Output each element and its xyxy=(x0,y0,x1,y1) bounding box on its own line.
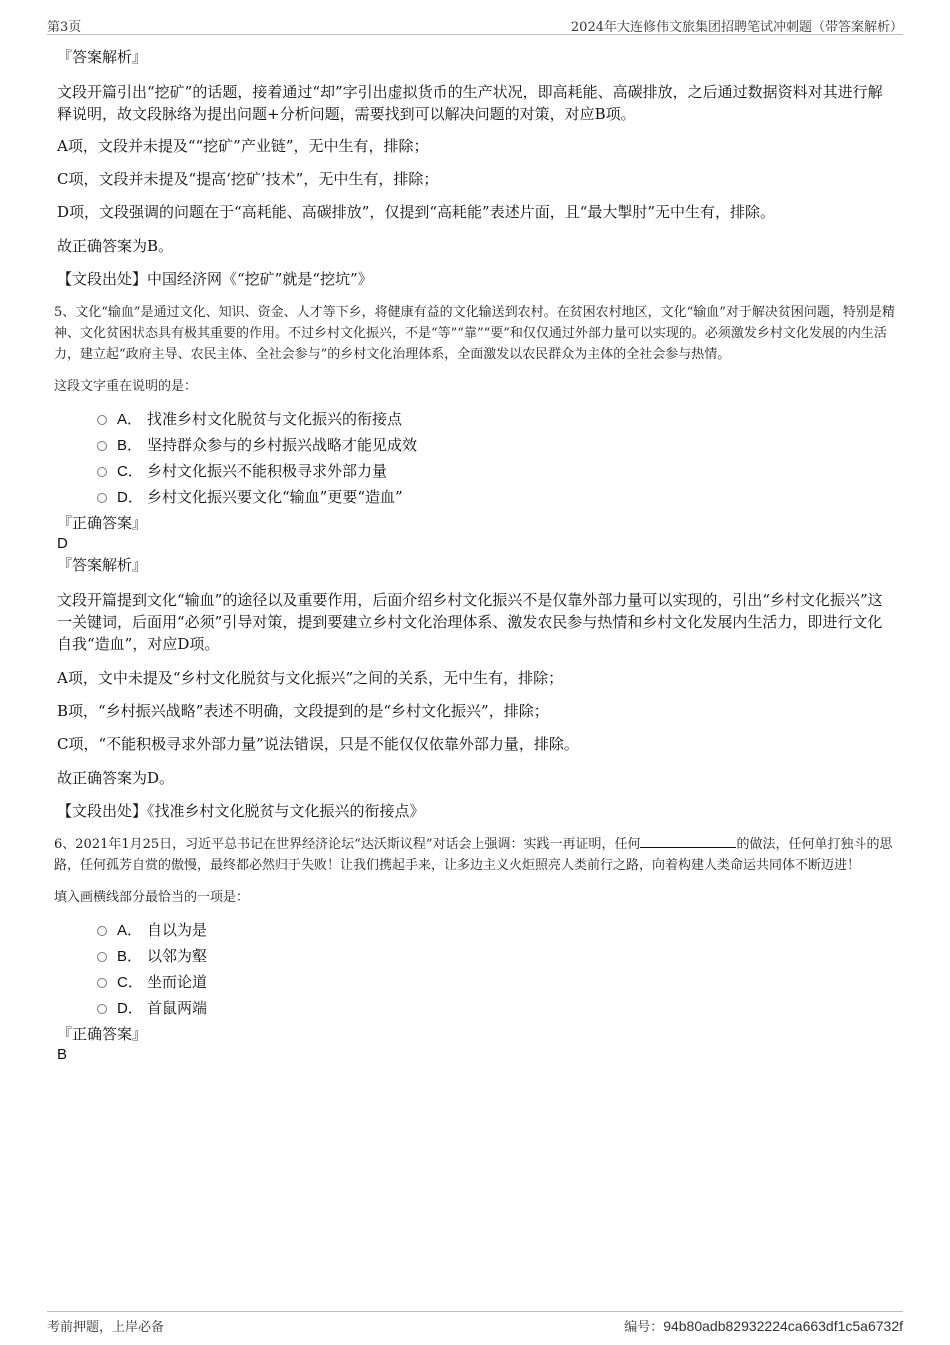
q5-analysis-b: B项，“乡村振兴战略”表述不明确，文段提到的是“乡村文化振兴”，排除； xyxy=(57,702,549,720)
radio-icon[interactable] xyxy=(97,467,107,477)
q5-answer-label: 『正确答案』 xyxy=(57,514,148,532)
radio-icon[interactable] xyxy=(97,1004,107,1014)
q5-analysis: 文段开篇提到文化“输血”的途径以及重要作用，后面介绍乡村文化振兴不是仅靠外部力量可以实现的，引出“乡村文化振兴”这一关键词，后面用“必须”引导对策，提到要建立乡村文化治理体系、激发农民参与热情和乡村文化发展内生活力，即进行文化自我“造血”，对应D项。 xyxy=(57,591,883,653)
q5-answer: D xyxy=(57,535,68,552)
q6-option-b[interactable]: B． 以邻为壑 xyxy=(97,943,897,969)
q6-option-d[interactable]: D． 首鼠两端 xyxy=(97,995,897,1021)
radio-icon[interactable] xyxy=(97,493,107,503)
q4-section xyxy=(57,46,897,290)
q5-options xyxy=(97,406,897,510)
page-footer xyxy=(47,1311,903,1336)
q4-analysis-label: 『答案解析』 xyxy=(57,48,148,66)
q4-analysis-a: A项，文段并未提及““挖矿”产业链”，无中生有，排除； xyxy=(57,137,429,155)
page-header xyxy=(47,14,903,35)
q4-analysis-c: C项，文段并未提及“提高‘挖矿’技术”，无中生有，排除； xyxy=(57,170,439,188)
q5-prompt: 这段文字重在说明的是： xyxy=(54,379,198,394)
q4-analysis-d: D项，文段强调的问题在于“高耗能、高碳排放”，仅提到“高耗能”表述片面，且“最大掣肘”无中生有，排除。 xyxy=(57,203,776,221)
q6-prompt: 填入画横线部分最恰当的一项是： xyxy=(54,890,250,905)
q6-option-a[interactable]: A． 自以为是 xyxy=(97,917,897,943)
q5-source: 【文段出处】《找准乡村文化脱贫与文化振兴的衔接点》 xyxy=(57,802,425,820)
q4-analysis: 文段开篇引出“挖矿”的话题，接着通过“却”字引出虚拟货币的生产状况，即高耗能、高碳排放，之后通过数据资料对其进行解释说明，故文段脉络为提出问题+分析问题，需要找到可以解决问题的对策，对应B项。 xyxy=(57,83,883,123)
q5-option-d[interactable]: D． 乡村文化振兴要文化“输血”更要“造血” xyxy=(97,484,897,510)
q6-answer: B xyxy=(57,1046,68,1063)
q5-analysis-a: A项，文中未提及“乡村文化脱贫与文化振兴”之间的关系，无中生有，排除； xyxy=(57,669,564,687)
q6-options xyxy=(97,917,897,1021)
q5-option-a[interactable]: A． 找准乡村文化脱贫与文化振兴的衔接点 xyxy=(97,406,897,432)
radio-icon[interactable] xyxy=(97,441,107,451)
q4-source: 【文段出处】中国经济网《“挖矿”就是“挖坑”》 xyxy=(57,270,373,288)
q6-answer-label: 『正确答案』 xyxy=(57,1025,148,1043)
document-title: 2024年大连修伟文旅集团招聘笔试冲刺题（带答案解析） xyxy=(570,20,903,35)
q5-question-text: 5、文化“输血”是通过文化、知识、资金、人才等下乡，将健康有益的文化输送到农村。在贫困农村地区，文化“输血”对于解决贫困问题，特别是精神、文化贫困状态具有极其重要的作用。不过乡村文化振兴，不是“等”“靠”“要”和仅仅通过外部力量可以实现的。必须激发乡村文化发展的内生活力，建立起“政府主导、农民主体、全社会参与”的乡村文化治理体系，全面激发以农民群众为主体的全社会参与热情。 xyxy=(54,305,895,362)
q5-section xyxy=(54,302,897,822)
q5-analysis-label: 『答案解析』 xyxy=(57,556,148,574)
footer-slogan: 考前押题，上岸必备 xyxy=(47,1320,165,1335)
q5-conclusion: 故正确答案为D。 xyxy=(57,769,175,787)
q5-option-c[interactable]: C． 乡村文化振兴不能积极寻求外部力量 xyxy=(97,458,897,484)
page-number: 第3页 xyxy=(47,20,82,35)
radio-icon[interactable] xyxy=(97,926,107,936)
document-body xyxy=(54,44,897,1065)
q5-option-b[interactable]: B． 坚持群众参与的乡村振兴战略才能见成效 xyxy=(97,432,897,458)
radio-icon[interactable] xyxy=(97,952,107,962)
radio-icon[interactable] xyxy=(97,978,107,988)
q5-analysis-c: C项，“不能积极寻求外部力量”说法错误，只是不能仅仅依靠外部力量，排除。 xyxy=(57,735,579,753)
q6-question-text: 6、2021年1月25日，习近平总书记在世界经济论坛“达沃斯议程”对话会上强调：实践一再证明，任何 的做法，任何单打独斗的思路，任何孤芳自赏的傲慢，最终都必然归于失败！让我们携起手来，让多边主义火炬照亮人类前行之路，向着构建人类命运共同体不断迈进！ xyxy=(54,837,893,873)
fill-in-blank xyxy=(640,835,736,848)
document-code: 编号：94b80adb82932224ca663df1c5a6732f xyxy=(624,1318,903,1335)
q6-section xyxy=(54,834,897,1065)
radio-icon[interactable] xyxy=(97,415,107,425)
q4-conclusion: 故正确答案为B。 xyxy=(57,237,174,255)
q6-option-c[interactable]: C． 坐而论道 xyxy=(97,969,897,995)
